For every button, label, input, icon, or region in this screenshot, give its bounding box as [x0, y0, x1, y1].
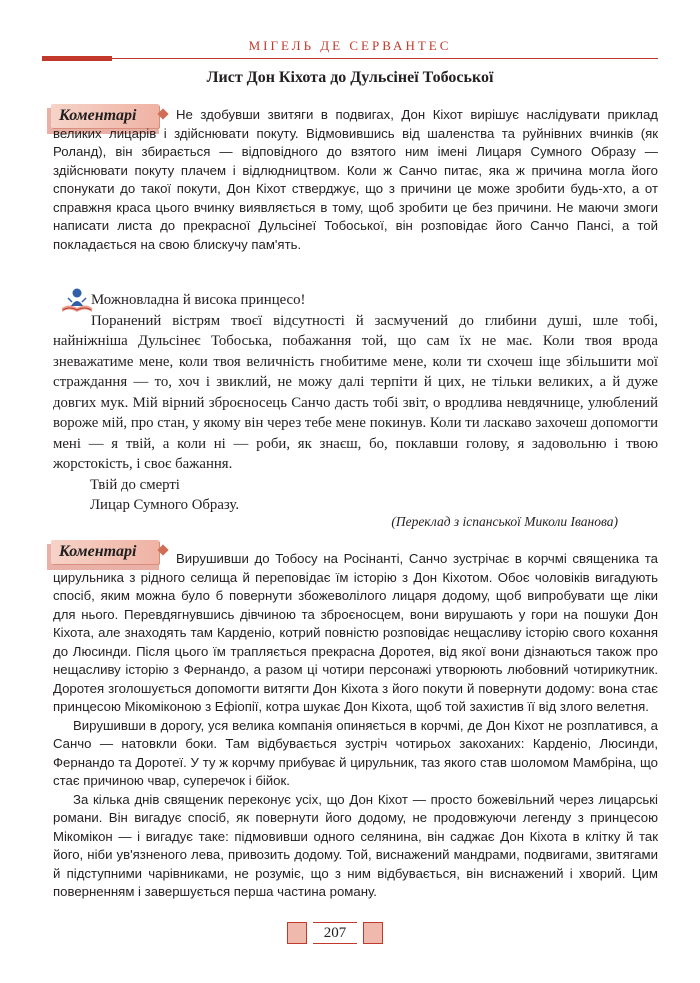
- comment-2-paragraph-2: Вирушивши в дорогу, уся велика компанія опиняється в корчмі, де Дон Кіхот не розплатився, а Санчо — натовкли боки. Там відбувається зустріч чотирьох закоханих: Карденіо, Люсинди, Фернандо та Доротеї. У ту ж корчму прибуває й цирульник, таз якого став шоломом Мамбріна, що стає причиною чвар, суперечок і бійок.: [53, 717, 658, 788]
- letter-signature: Лицар Сумного Образу.: [90, 497, 240, 513]
- page-number-block: [287, 918, 383, 946]
- comment-2-text: [53, 550, 658, 902]
- section-title: Лист Дон Кіхота до Дульсінеї Тобоської: [206, 69, 494, 86]
- comment-badge-label: Коментарі: [59, 543, 137, 560]
- comment-2-paragraph-3: За кілька днів священик переконує усіх, що Дон Кіхот — просто божевільний через лицарські романи. Він вигадує спосіб, як повернути його додому, не продовжуючи легенду з принцесою Мікомікон — і вигадує таке: підмовивши одного селянина, він саджає Дон Кіхота в клітку й так його, ніби ув'язненого лева, привозить додому. Той, виснажений мандрами, подвигами, звитягами й підступними чарівниками, не розуміє, що з ним відбувається, він виснажений і хворий. Цим поверненням і завершується перша частина роману.: [53, 791, 658, 899]
- page-number-right-box: [363, 922, 383, 944]
- letter-closing: Твій до смерті: [90, 476, 180, 493]
- header-rule: [42, 58, 658, 59]
- letter-text: [53, 290, 658, 516]
- letter-greeting: Можновладна й висока принцесо!: [91, 292, 306, 308]
- header-accent-bar: [42, 56, 112, 61]
- comment-2-paragraph-1: Вирушивши до Тобосу на Росінанті, Санчо зустрічає в корчмі священика та цирульника з рідного селища й переповідає їм історію з Дон Кіхотом. Обоє чоловіків вигадують спосіб, яким можна було б повернути збожеволілого лицаря додому, щоб випробувати ще ліки для нього. Перевдягнувшись дівчиною та зброєносцем, вони вирушають у гори на пошуки Дон Кіхота, але знаходять там Карденіо, котрий повністю розповідає нещасливу історію свого кохання до Люсинди. Після цього їм трапляється прекрасна Доротея, від якої вони дізнаються також про нещасливу історію з Фернандо, а разом ці чотири персонажі утворюють любовний чотирикутник. Доротея зголошується допомогти витягти Дон Кіхота з його покути й повернути додому: вона стає принцесою Мікоміконою з Ефіопії, котра шукає Дон Кіхота, щоб той захистив її від злого велетня.: [53, 551, 658, 714]
- letter-body: Поранений вістрям твоєї відсутності й засмучений до глибини душі, шле тобі, найніжніша Дульсінеє Тобоська, побажання той, що сам їх не має. Коли твоя врода зневажатиме мене, коли твоя величність гнобитиме мене, коли ти схочеш іще збільшити мої страждання — то, хоч і звиклий, не можу далі терпіти й цих, не тільки великих, а й дуже довгих мук. Мій вірний зброєносець Санчо дасть тобі звіт, о вродлива невдячнице, улюблений вороже мій, про стан, у якому він через тебе мене покинув. Коли ти ласкаво захочеш допомогти мені — я твій, а коли ні — роби, як знаєш, бо, поклавши голову, я задовольню і твою жорстокість, і своє бажання.: [53, 312, 658, 472]
- comment-1-text: Не здобувши звитяги в подвигах, Дон Кіхот вирішує наслідувати приклад великих лицарів і здійснювати покуту. Відмовившись від шаленства та руйнівних вчинків (як Роланд), він збирається — відповідного до взятого ним імені Лицаря Сумного Образу — здійснювати покуту плачем і відлюдництвом. Коли ж Санчо питає, яка ж причина могла його спонукати до такої покути, Дон Кіхот стверджує, що з причини це може зробити будь-хто, а от справжня краса цього вчинку виявляється в тому, щоб зробити це без причини. Не маючи змоги написати листа до прекрасної Дульсінеї Тобоської, він розповідає його Санчо Пансі, а той покладається на свою блискучу пам'ять.: [53, 107, 658, 252]
- page-number: 207: [313, 922, 357, 944]
- page-number-left-box: [287, 922, 307, 944]
- comment-badge-label: Коментарі: [59, 107, 137, 124]
- running-title: МІГЕЛЬ ДЕ СЕРВАНТЕС: [248, 38, 452, 53]
- page-header: [42, 36, 658, 66]
- translation-credit: (Переклад з іспанської Миколи Іванова): [391, 514, 618, 529]
